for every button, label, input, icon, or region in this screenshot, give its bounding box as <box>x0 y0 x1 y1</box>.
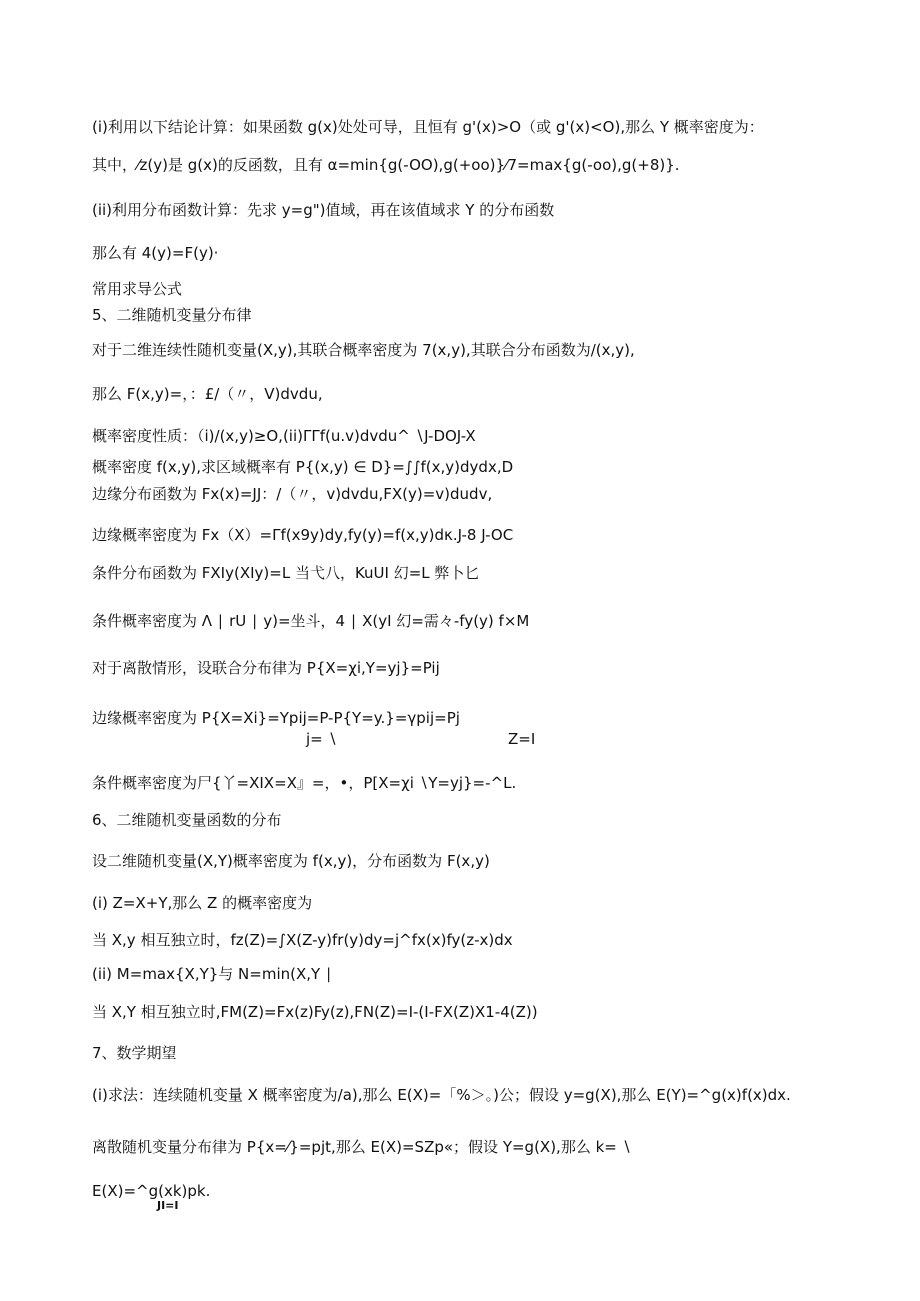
text-line-26: 离散随机变量分布律为 P{x=⁄}=pjt,那么 E(X)=SZp«；假设 Y=g(X),那么 k= ∖ <box>92 1138 632 1156</box>
text-line-10: 概率密度 f(x,y),求区域概率有 P{(x,y) ∈ D}=∫∫f(x,y)dydx,D <box>92 458 514 476</box>
text-line-5: 常用求导公式 <box>92 280 183 298</box>
text-line-12: 边缘概率密度为 Fx（X）=Γf(x9y)dy,fy(y)=f(x,y)dκ.J-8 J-OC <box>92 526 514 544</box>
text-line-13: 条件分布函数为 FXIy(XIy)=L 当弋八，KuUI 幻=L 弊卜匕 <box>92 564 480 582</box>
text-line-3: (ii)利用分布函数计算：先求 y=g")值域，再在该值域求 Y 的分布函数 <box>92 201 555 219</box>
text-line-27: E(X)=^g(xk)pk. <box>92 1182 211 1200</box>
text-line-22: (ii) M=max{X,Y}与 N=min(X,Y ∣ <box>92 965 333 983</box>
section-heading-6: 6、二维随机变量函数的分布 <box>92 811 282 829</box>
text-line-4: 那么有 4(y)=F(y)· <box>92 244 219 262</box>
text-line-15: 对于离散情形，设联合分布律为 P{X=χi,Y=yj}=Pij <box>92 659 440 677</box>
text-line-7: 对于二维连续性随机变量(X,y),其联合概率密度为 7(x,y),其联合分布函数为/(x,y), <box>92 341 635 359</box>
text-line-14: 条件概率密度为 Λ ∣ rU ∣ y)=坐斗，4 ∣ X(yI 幻=需々-fy(y) f×M <box>92 612 530 630</box>
text-line-16: 边缘概率密度为 P{X=Xi}=Ypij=P-P{Y=y.}=γpij=Pj <box>92 709 460 727</box>
text-line-17: 条件概率密度为尸{丫=XIX=X』=，•，P[X=χi ∖Y=yj}=-^L. <box>92 774 517 792</box>
text-line-9: 概率密度性质：（i)/(x,y)≥O,(ii)ΓΓf(u.v)dvdu^ ∖J-DOJ-X <box>92 427 476 445</box>
text-line-19: 设二维随机变量(X,Y)概率密度为 f(x,y)，分布函数为 F(x,y) <box>92 852 490 870</box>
text-line-2: 其中，⁄z(y)是 g(x)的反函数，且有 α=min{g(-OO),g(+oo)}⁄7=max{g(-oo),g(+8)}. <box>92 156 680 174</box>
text-line-8: 那么 F(x,y)=，：£/（〃，V)dvdu, <box>92 385 323 403</box>
sum-index-jl: JI=I <box>157 1199 179 1212</box>
text-line-20: (i) Z=X+Y,那么 Z 的概率密度为 <box>92 894 313 912</box>
text-line-25: (i)求法：连续随机变量 X 概率密度为/a),那么 E(X)=「%＞。)公；假设 y=g(X),那么 E(Y)=^g(x)f(x)dx. <box>92 1086 791 1104</box>
section-heading-5: 5、二维随机变量分布律 <box>92 306 252 324</box>
text-line-1: (i)利用以下结论计算：如果函数 g(x)处处可导，且恒有 g'(x)>O（或 g'(x)<O),那么 Y 概率密度为： <box>92 118 764 136</box>
section-heading-7: 7、数学期望 <box>92 1044 177 1062</box>
sum-index-z: Z=I <box>508 730 536 748</box>
sum-index-j: j= ∖ <box>306 730 338 748</box>
text-line-23: 当 X,Y 相互独立时,FM(Z)=Fx(z)Fy(z),FN(Z)=I-(I-FX(Z)X1-4(Z)) <box>92 1003 538 1021</box>
text-line-21: 当 X,y 相互独立时，fz(Z)=∫X(Z-y)fr(y)dy=j^fx(x)fy(z-x)dx <box>92 931 513 949</box>
text-line-11: 边缘分布函数为 Fx(x)=JJ：/（〃，v)dvdu,FX(y)=v)dudv, <box>92 485 493 503</box>
